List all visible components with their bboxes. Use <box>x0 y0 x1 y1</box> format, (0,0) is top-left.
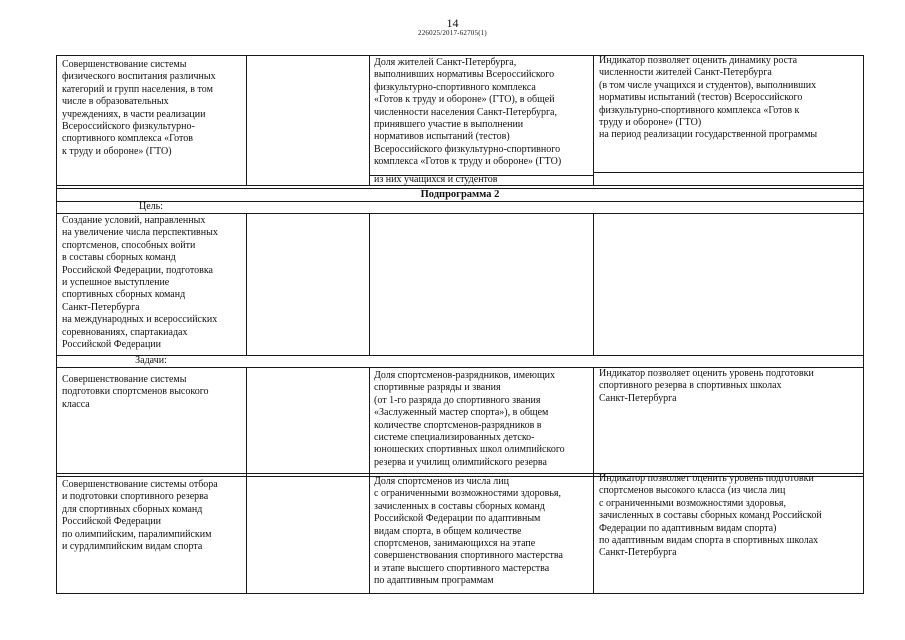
column-divider <box>369 213 370 355</box>
subprogram-title: Подпрограмма 2 <box>420 189 500 200</box>
task-training: Совершенствование системы подготовки спортсменов высокого класса <box>62 374 209 410</box>
column-divider <box>593 367 594 593</box>
note-gto: Индикатор позволяет оценить динамику роста численности жителей Санкт-Петербурга (в том числе учащихся и студентов), выполнивших нормативы испытаний (тестов) Всероссийского физкультурно-спортивного комплекса «Готов к труду и обороне» (ГТО) на период реализации государственной программы <box>599 55 818 141</box>
table-border-bottom <box>56 593 864 594</box>
task-adaptive: Совершенствование системы отбора и подготовки спортивного резерва для спортивных сборных команд Российской Федерации по олимпийским, паралимпийским и сурдлимпийским видам спорта <box>62 479 218 553</box>
table-border-right <box>863 55 864 593</box>
note-training: Индикатор позволяет оценить уровень подготовки спортивного резерва в спортивных школах Санкт-Петербурга <box>599 368 814 404</box>
column-divider <box>246 55 247 185</box>
goal-label: Цель: <box>139 201 163 212</box>
page-number: 14 <box>446 16 459 30</box>
column-divider <box>369 55 370 185</box>
column-divider <box>369 367 370 593</box>
column-divider <box>593 55 594 185</box>
document-code: 226025/2017-62705(1) <box>418 29 487 37</box>
goal-text: Создание условий, направленных на увеличение числа перспективных спортсменов, способных войти в составы сборных команд Российской Федерации, подготовка и успешное выступление спортивных сборных команд Санкт-Петербурга на международных и всероссийских соревнованиях, спартакиадах Российской Федерации <box>62 215 218 351</box>
tasks-label: Задачи: <box>135 355 167 366</box>
note-adaptive: Индикатор позволяет оценить уровень подготовки спортсменов высокого класса (из числа лиц с ограниченными возможностями здоровья, зачисленных в составы сборных команд Российской Федерации по адаптивным видам спорта) по адаптивным видам спорта в спортивных школах Санкт-Петербурга <box>599 473 822 559</box>
table-border-left <box>56 55 57 593</box>
task-gto: Совершенствование системы физического воспитания различных категорий и групп населения, в том числе в образовательных учреждениях, в части реализации Всероссийского физкультурно- спортивного комплекса «Готов к труду и обороне» (ГТО) <box>62 59 216 157</box>
indicator-adaptive: Доля спортсменов из числа лиц с ограниченными возможностями здоровья, зачисленных в составы сборных команд Российской Федерации по адаптивным видам спорта, в общем количестве спортсменов, занимающихся на этапе совершенствования спортивного мастерства и этапе высшего спортивного мастерства по адаптивным программам <box>374 476 563 587</box>
indicator-gto-students: из них учащихся и студентов <box>374 174 498 185</box>
indicator-gto: Доля жителей Санкт-Петербурга, выполнивших нормативы Всероссийского физкультурно-спортивного комплекса «Готов к труду и обороне» (ГТО), в общей численности населения Санкт-Петербурга, принявшего участие в выполнении нормативов испытаний (тестов) Всероссийского физкультурно-спортивного комплекса «Готов к труду и обороне» (ГТО) <box>374 57 562 168</box>
column-divider <box>246 213 247 355</box>
row-divider <box>593 172 864 173</box>
column-divider <box>246 367 247 593</box>
row-divider <box>56 213 864 214</box>
indicator-training: Доля спортсменов-разрядников, имеющих спортивные разряды и звания (от 1-го разряда до спортивного звания «Заслуженный мастер спорта»), в общем количестве спортсменов-разрядников в системе специализированных детско- юношеских спортивных школ олимпийского резерва и училищ олимпийского резерва <box>374 370 565 468</box>
indicators-table <box>56 55 864 640</box>
column-divider <box>593 213 594 355</box>
